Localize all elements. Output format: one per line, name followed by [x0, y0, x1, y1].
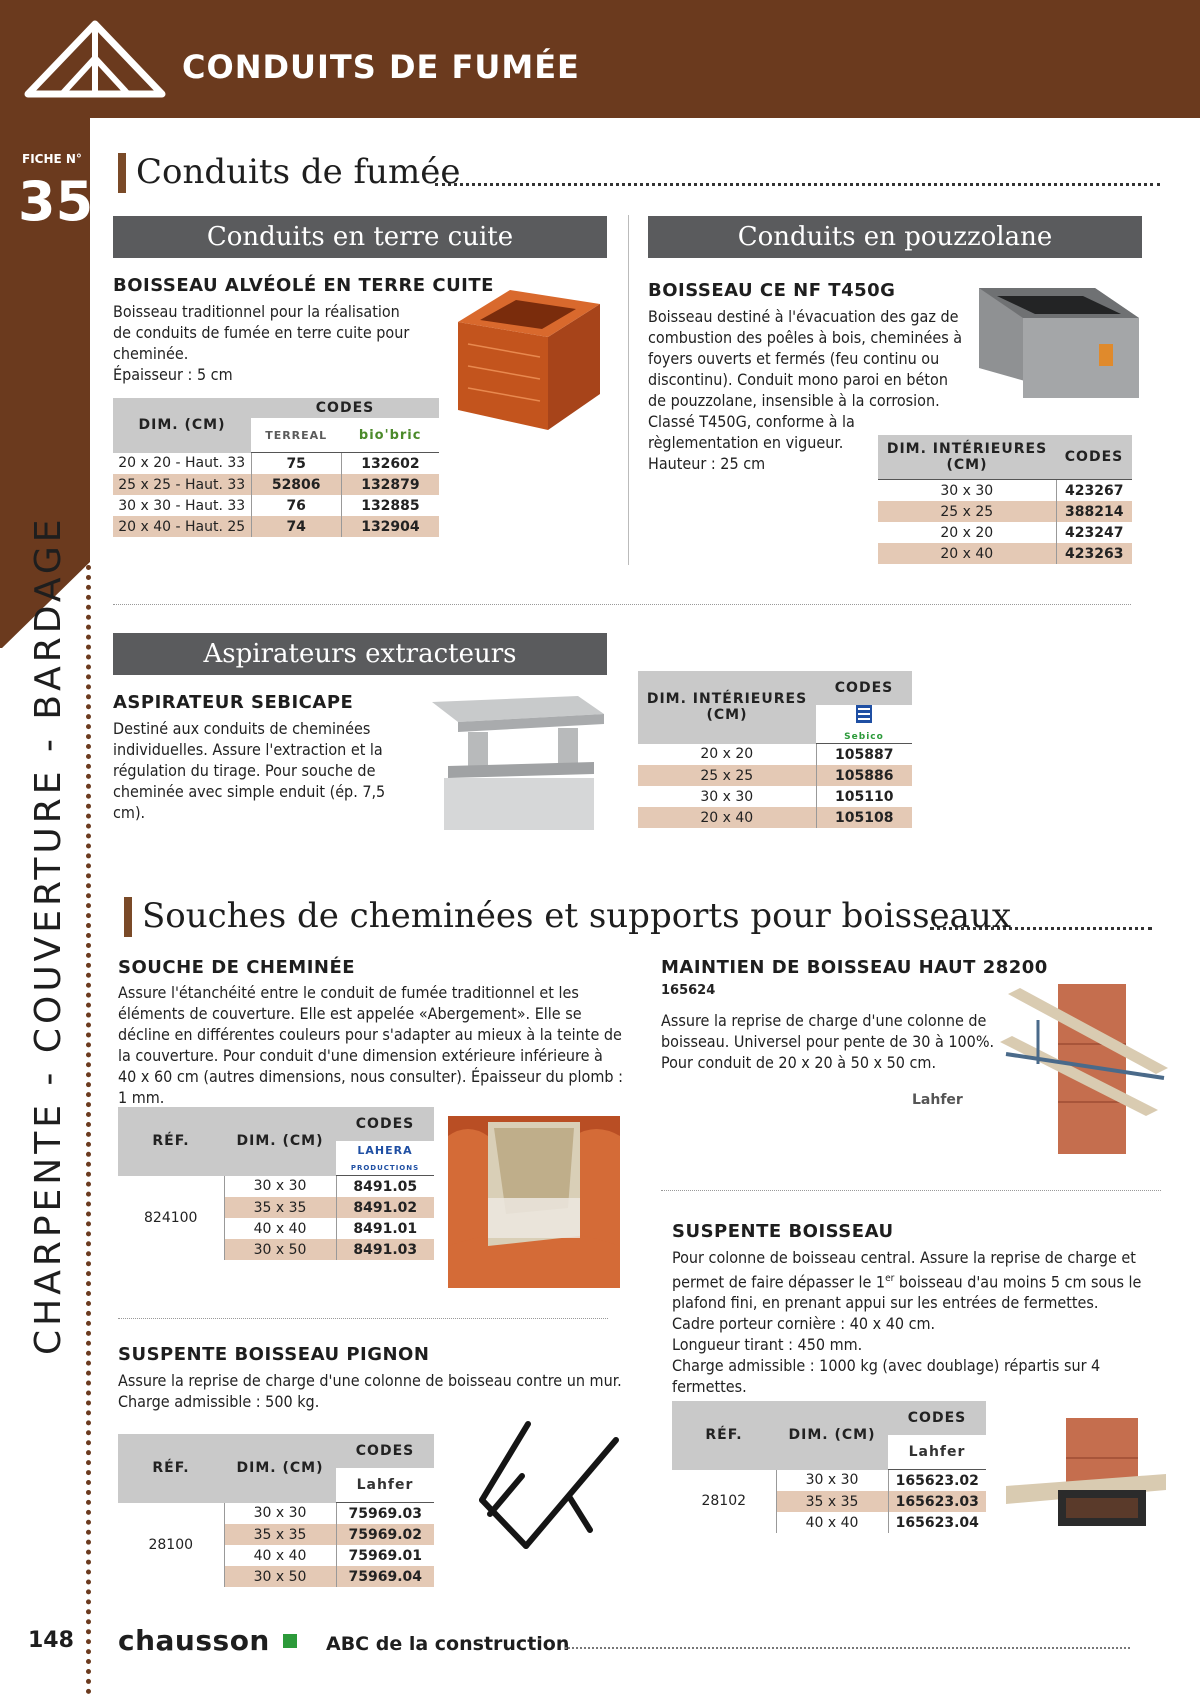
- cell-code-terreal: 74: [251, 516, 341, 537]
- desc-text: Boisseau traditionnel pour la réalisation de conduits de fumée en terre cuite pour cheminée.: [113, 302, 410, 363]
- th-ref: RÉF.: [118, 1434, 224, 1503]
- table-row: [113, 495, 439, 516]
- cell-ref: 824100: [144, 1209, 198, 1226]
- cell-dim: 40 x 40: [224, 1218, 336, 1239]
- table-row: [113, 453, 439, 475]
- table-row: [638, 786, 912, 807]
- pouzzolane-flue-image: [975, 284, 1143, 402]
- product-title-suspente: SUSPENTE BOISSEAU: [672, 1221, 894, 1242]
- cell-code: 165623.04: [888, 1512, 986, 1533]
- cell-code: 8491.01: [336, 1218, 434, 1239]
- table-row: [638, 744, 912, 766]
- suspente-pignon-image: [470, 1418, 630, 1568]
- thickness-text: Épaisseur : 5 cm: [113, 365, 233, 384]
- section-bar: [124, 897, 132, 937]
- cell-code: 105108: [816, 807, 912, 828]
- th-dim: DIM. (CM): [776, 1401, 888, 1470]
- desc-text: Boisseau destiné à l'évacuation des gaz de combustion des poêles à bois, cheminées à foyers ouverts et fermés (feu continu ou discontinu). Conduit mono paroi en béton de pouzzolane, insensible à la corrosion. Classé T450G, conforme à la règlementation en vigueur.: [648, 307, 963, 452]
- chausson-logo-text: chausson: [118, 1624, 270, 1657]
- th-dim-interieures: DIM. INTÉRIEURES (CM): [638, 671, 816, 744]
- section-bar: [118, 153, 126, 193]
- table-row: [113, 474, 439, 495]
- aspirateurs-rows: [638, 744, 912, 829]
- fiche-label: FICHE N°: [22, 152, 82, 166]
- cell-code-biobric: 132602: [341, 453, 439, 475]
- table-pouzzolane: [878, 435, 1132, 564]
- roof-truss-logo-icon: [22, 20, 168, 100]
- cell-dim: 20 x 20: [940, 524, 994, 541]
- cell-code-terreal: 76: [251, 495, 341, 516]
- product-title-pignon: SUSPENTE BOISSEAU PIGNON: [118, 1344, 430, 1365]
- cell-code: 8491.02: [336, 1197, 434, 1218]
- table-aspirateurs: [638, 671, 912, 828]
- cell-code: 105886: [816, 765, 912, 786]
- th-dim: DIM. (CM): [113, 398, 251, 453]
- section-title-souches: Souches de cheminées et supports pour boisseaux: [142, 896, 1012, 936]
- lahera-logo-sub: PRODUCTIONS: [350, 1164, 420, 1172]
- maintien-ref: 165624: [661, 983, 716, 998]
- pignon-rows: [118, 1503, 434, 1588]
- cell-code: 388214: [1056, 501, 1132, 522]
- souche-rows: [118, 1176, 434, 1261]
- table-pignon: [118, 1434, 434, 1587]
- table-row: [878, 501, 1132, 522]
- cell-code-biobric: 132879: [341, 474, 439, 495]
- cell-dim: 20 x 20: [700, 746, 754, 763]
- cell-code-terreal: 52806: [251, 474, 341, 495]
- suspente-rows: [672, 1470, 986, 1534]
- sebico-mark-icon: [856, 705, 872, 723]
- cell-code: 75969.03: [336, 1503, 434, 1525]
- cell-dim: 40 x 40: [776, 1512, 888, 1533]
- table-row: [672, 1470, 986, 1492]
- cell-code: 423247: [1056, 522, 1132, 543]
- desc-text-2: boisseau d'au moins 5 cm sous le plafond fini, en prenant appui sur les entrées de fermettes.: [672, 1272, 1142, 1313]
- lahfer-logo-text: Lahfer: [356, 1477, 414, 1493]
- height-text: Hauteur : 25 cm: [648, 454, 766, 473]
- th-dim-interieures: DIM. INTÉRIEURES (CM): [878, 435, 1056, 480]
- sebico-logo-text: Sebico: [844, 732, 884, 742]
- cell-code-terreal: 75: [251, 453, 341, 475]
- th-dim: DIM. (CM): [224, 1434, 336, 1503]
- table-row: [878, 480, 1132, 502]
- table-suspente: [672, 1401, 986, 1533]
- product-desc-sebicape: Destiné aux conduits de cheminées individuelles. Assure l'extraction et la régulation du tirage. Pour souche de cheminée avec simple enduit (ép. 7,5 cm).: [113, 719, 386, 822]
- desc-sup: er: [885, 1273, 895, 1284]
- footer-tagline: ABC de la construction: [326, 1633, 570, 1655]
- biobric-logo: [341, 418, 439, 453]
- banner-terre-cuite: Conduits en terre cuite: [113, 216, 607, 258]
- th-dim: DIM. (CM): [224, 1107, 336, 1176]
- table-row: [118, 1503, 434, 1525]
- cell-dim: 25 x 25: [638, 765, 816, 786]
- cell-code: 105110: [816, 786, 912, 807]
- cell-code-biobric: 132885: [341, 495, 439, 516]
- lahera-logo-text: LAHERA: [357, 1144, 413, 1157]
- cell-dim: 30 x 30: [224, 1176, 336, 1198]
- cell-dim: 30 x 30: [776, 1470, 888, 1492]
- cell-dim: 30 x 50: [224, 1566, 336, 1587]
- product-desc-souche: Assure l'étanchéité entre le conduit de fumée traditionnel et les éléments de couverture. Elle est appelée «Abergement». Elle se décline en différentes couleurs pour s'adapter au mieux à la teinte de la couverture. Pour conduit d'une dimension extérieure inférieure à 40 x 60 cm (autres dimensions, nous consulter). Épaisseur du plomb : 1 mm.: [118, 983, 623, 1107]
- banner-pouzzolane: Conduits en pouzzolane: [648, 216, 1142, 258]
- table-row: [878, 543, 1132, 564]
- product-title-sebicape: ASPIRATEUR SEBICAPE: [113, 692, 354, 713]
- th-codes: CODES: [1056, 435, 1132, 480]
- sebicape-image: [428, 694, 608, 830]
- section-title-conduits: Conduits de fumée: [136, 152, 461, 192]
- th-codes: CODES: [336, 1107, 434, 1141]
- pouzzolane-rows: [878, 480, 1132, 565]
- cell-dim: 30 x 30: [224, 1503, 336, 1525]
- cell-dim: 25 x 25: [878, 501, 1056, 522]
- page-header: [0, 0, 1200, 118]
- table-row: [638, 765, 912, 786]
- cell-dim: 35 x 35: [224, 1524, 336, 1545]
- cell-code-biobric: 132904: [341, 516, 439, 537]
- separator-line: [118, 1318, 608, 1319]
- cell-code: 8491.03: [336, 1239, 434, 1260]
- th-codes: CODES: [336, 1434, 434, 1468]
- maintien-boisseau-image: [998, 984, 1170, 1154]
- table-terre-cuite: [113, 398, 439, 537]
- lahfer-logo: [888, 1435, 986, 1470]
- product-desc-suspente: [672, 1247, 1170, 1397]
- lahfer-logo: [336, 1468, 434, 1503]
- cell-code: 75969.01: [336, 1545, 434, 1566]
- th-ref: RÉF.: [118, 1107, 224, 1176]
- th-ref: RÉF.: [672, 1401, 776, 1470]
- terreal-logo: [251, 418, 341, 453]
- separator-line: [661, 1190, 1161, 1191]
- charge-text: Charge admissible : 1000 kg (avec doublage) répartis sur 4 fermettes.: [672, 1356, 1101, 1397]
- table-row: [878, 522, 1132, 543]
- biobric-logo-text: bio'bric: [358, 428, 422, 443]
- banner-aspirateurs: Aspirateurs extracteurs: [113, 633, 607, 675]
- cell-ref: 28100: [148, 1536, 194, 1553]
- footer-dotted-rule: [565, 1647, 1130, 1649]
- cadre-text: Cadre porteur cornière : 40 x 40 cm.: [672, 1314, 936, 1334]
- terracotta-flue-image: [448, 282, 606, 434]
- separator-line: [113, 604, 1131, 605]
- cell-dim: 40 x 40: [224, 1545, 336, 1566]
- cell-dim: 25 x 25 - Haut. 33: [113, 474, 251, 495]
- cell-code: 8491.05: [336, 1176, 434, 1198]
- cell-code: 423267: [1056, 480, 1132, 502]
- terreal-logo-text: TERREAL: [265, 429, 328, 442]
- table-row: [118, 1176, 434, 1198]
- longueur-text: Longueur tirant : 450 mm.: [672, 1335, 863, 1355]
- cell-dim: 30 x 30 - Haut. 33: [118, 497, 246, 514]
- lahfer-logo-text: Lahfer: [908, 1444, 966, 1460]
- sebico-logo: [816, 705, 912, 744]
- cell-code: 75969.02: [336, 1524, 434, 1545]
- cell-dim: 35 x 35: [776, 1491, 888, 1512]
- product-title-boisseau-alveole: BOISSEAU ALVÉOLÉ EN TERRE CUITE: [113, 275, 494, 296]
- cell-code: 423263: [1056, 543, 1132, 564]
- cell-code: 75969.04: [336, 1566, 434, 1587]
- product-desc-pignon: Assure la reprise de charge d'une colonne de boisseau contre un mur. Charge admissible : 500 kg.: [118, 1371, 622, 1411]
- column-divider: [628, 215, 629, 565]
- th-codes: CODES: [816, 671, 912, 705]
- product-title-souche: SOUCHE DE CHEMINÉE: [118, 957, 356, 978]
- section-title-dots: [435, 183, 1160, 186]
- cell-code: 105887: [816, 744, 912, 766]
- cell-code: 165623.02: [888, 1470, 986, 1492]
- product-desc-maintien: Assure la reprise de charge d'une colonne de boisseau. Universel pour pente de 30 à 100%. Pour conduit de 20 x 20 à 50 x 50 cm.: [661, 1011, 995, 1072]
- cell-dim: 20 x 40 - Haut. 25: [113, 516, 251, 537]
- lahera-logo: [336, 1141, 434, 1176]
- lahfer-logo-text: Lahfer: [912, 1092, 963, 1108]
- cell-dim: 30 x 30: [700, 788, 754, 805]
- table-row: [113, 516, 439, 537]
- th-codes: CODES: [888, 1401, 986, 1435]
- cell-dim: 20 x 40: [878, 543, 1056, 564]
- page-number: 148: [28, 1628, 74, 1653]
- cell-dim: 30 x 30: [940, 482, 994, 499]
- vertical-dotted-rule: [86, 565, 91, 1695]
- cell-code: 165623.03: [888, 1491, 986, 1512]
- cell-dim: 30 x 50: [224, 1239, 336, 1260]
- product-desc-boisseau-alveole: [113, 301, 418, 385]
- fiche-number: 35: [18, 170, 94, 233]
- product-title-maintien: MAINTIEN DE BOISSEAU HAUT 28200: [661, 957, 1048, 978]
- cell-dim: 20 x 40: [638, 807, 816, 828]
- cell-dim: 35 x 35: [224, 1197, 336, 1218]
- section-title-dots: [930, 927, 1152, 930]
- table-souche: [118, 1107, 434, 1260]
- table-row: [638, 807, 912, 828]
- side-category-label: CHARPENTE - COUVERTURE - BARDAGE: [28, 515, 69, 1355]
- cell-ref: 28102: [701, 1493, 747, 1510]
- desc-text-1: Pour colonne de boisseau central. Assure la reprise de charge et permet de faire dépasser le 1: [672, 1248, 1136, 1292]
- product-title-boisseau-ce: BOISSEAU CE NF T450G: [648, 280, 896, 301]
- terre-cuite-rows: [113, 453, 439, 538]
- souche-image: [448, 1116, 620, 1288]
- header-title: CONDUITS DE FUMÉE: [182, 48, 580, 86]
- cell-dim: 20 x 20 - Haut. 33: [118, 455, 246, 472]
- th-codes: CODES: [251, 398, 439, 418]
- chausson-logo-mark-icon: [283, 1634, 297, 1648]
- suspente-boisseau-image: [1000, 1418, 1172, 1542]
